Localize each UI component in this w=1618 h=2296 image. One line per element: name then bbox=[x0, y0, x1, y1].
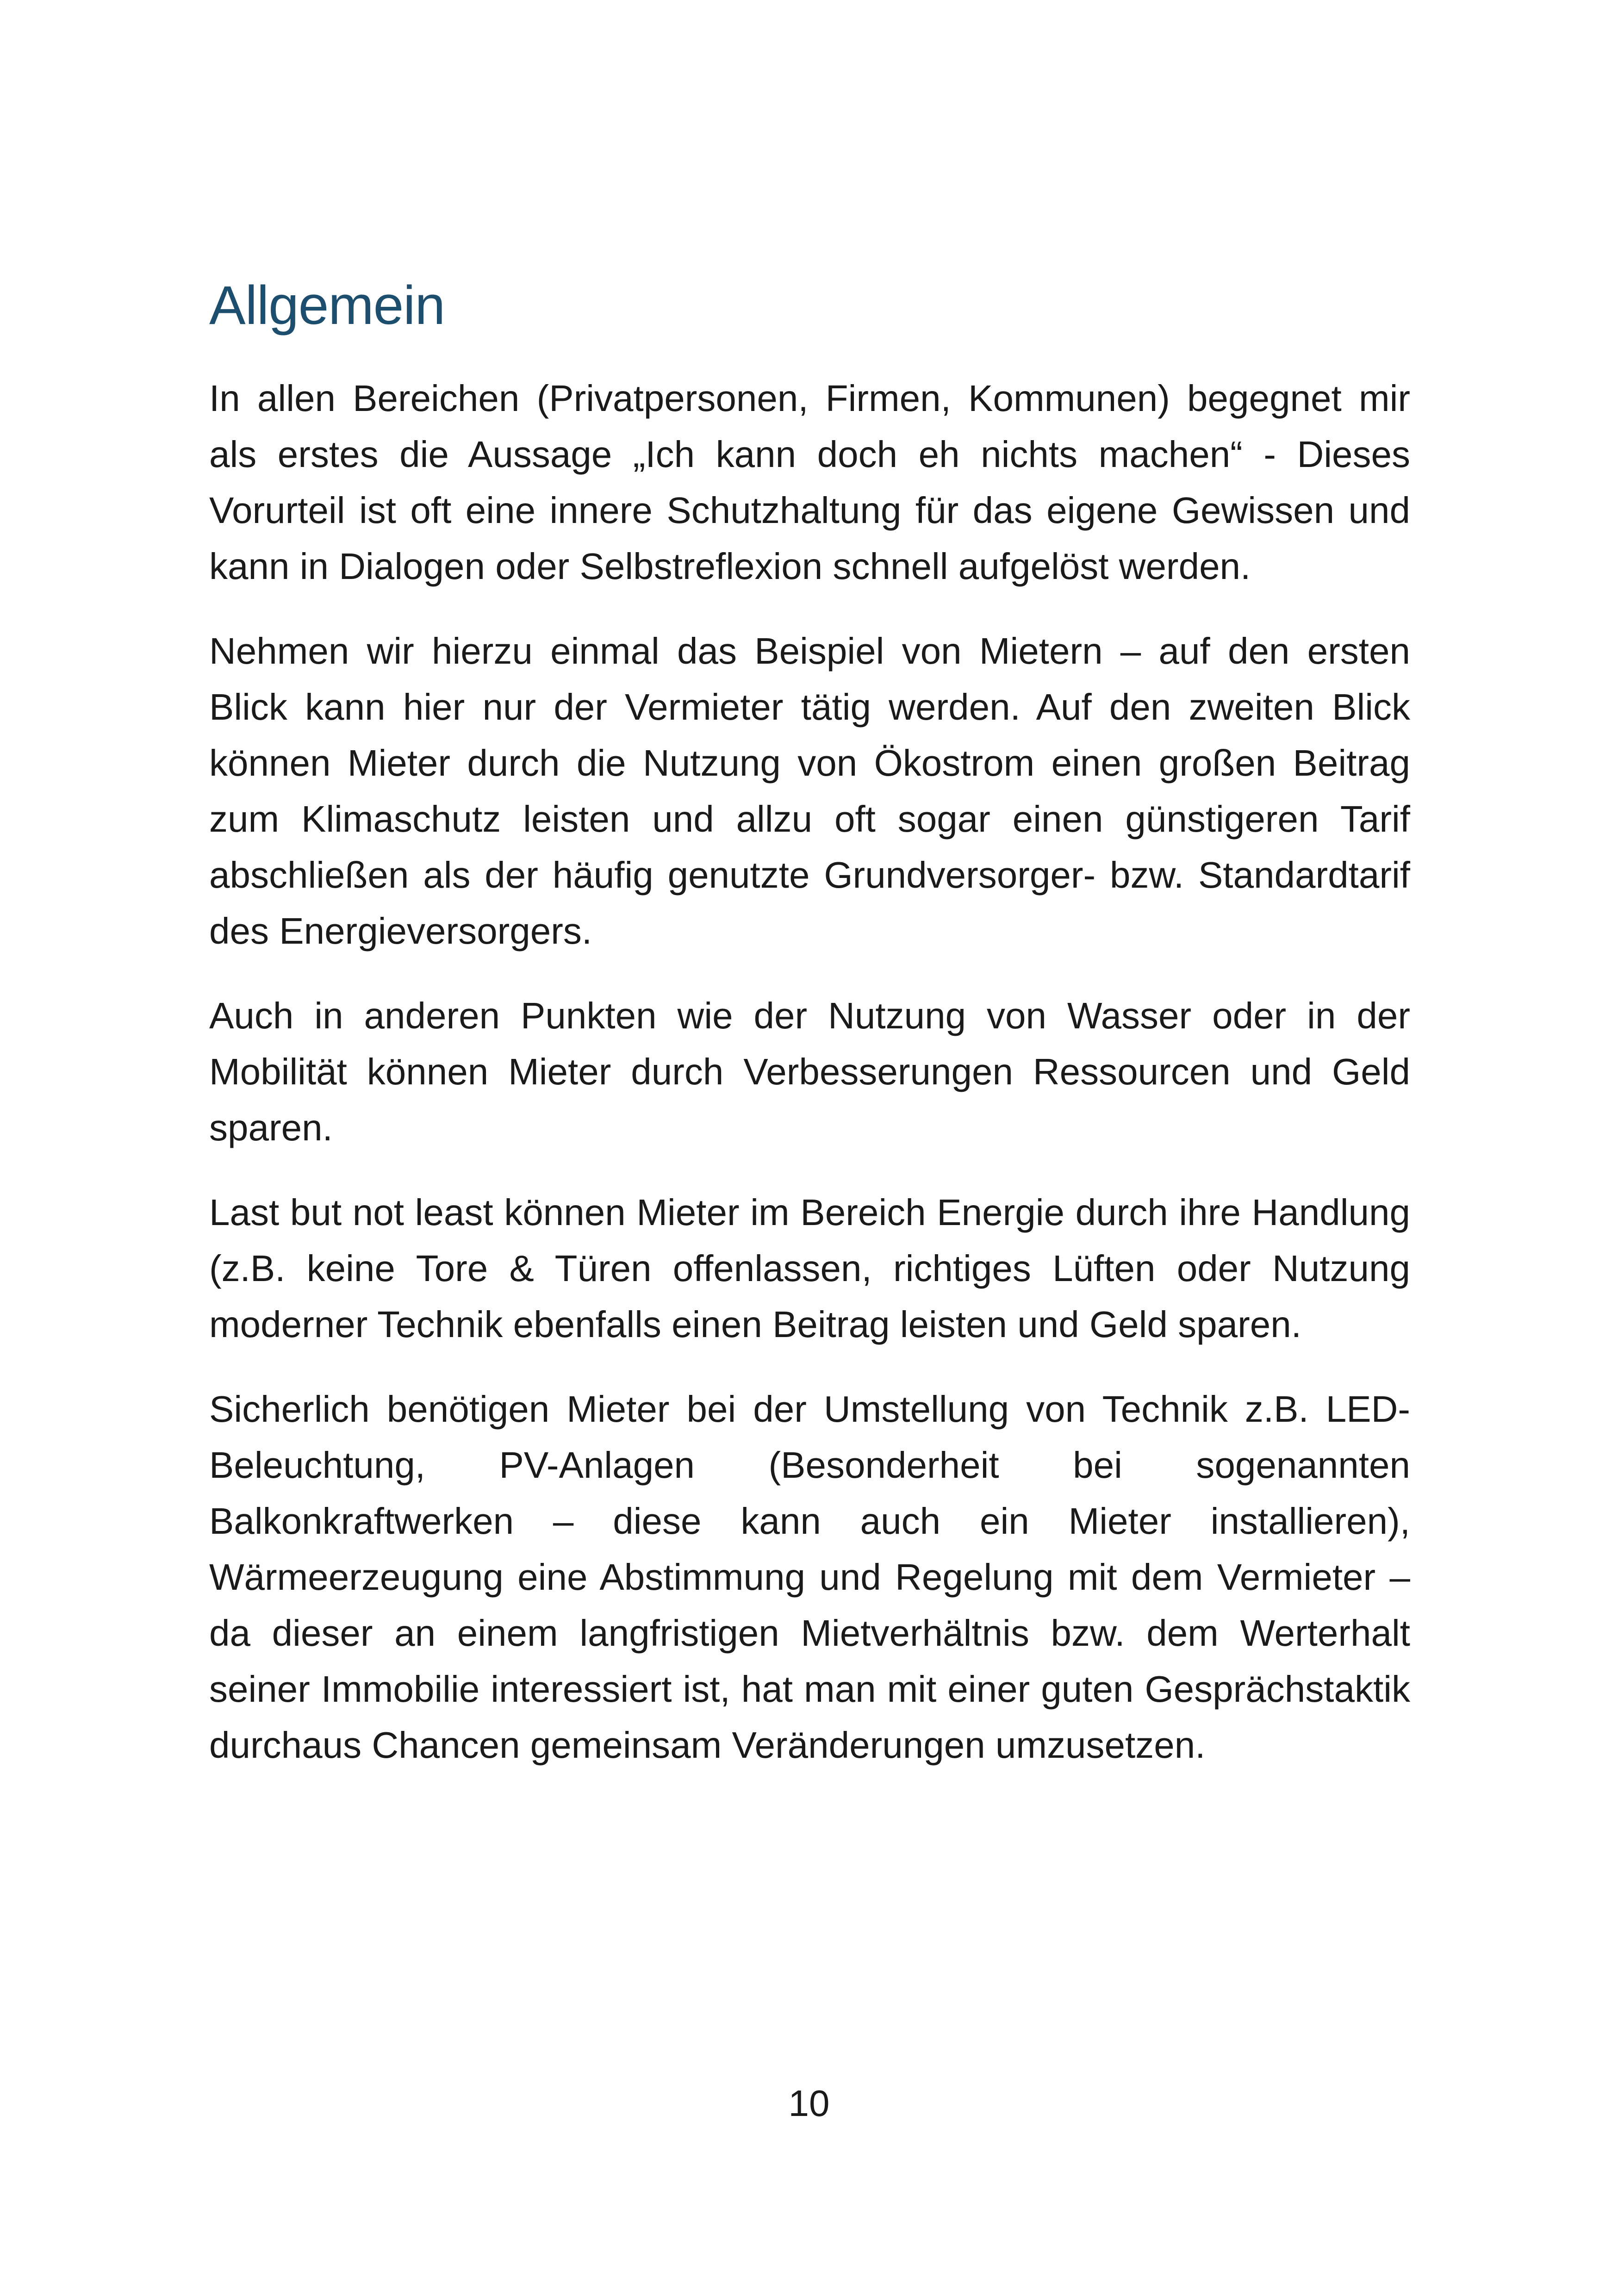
paragraph-technology-landlord: Sicherlich benötigen Mieter bei der Umstellung von Technik z.B. LED-Beleuchtung, PV-Anlagen (Besonderheit bei sogenannten Balkonkraftwerken – diese kann auch ein Mieter installieren), Wärmeerzeugung eine Abstimmung und Regelung mit dem Vermieter – da dieser an einem langfristigen Mietverhältnis bzw. dem Werterhalt seiner Immobilie interessiert ist, hat man mit einer guten Gesprächstaktik durchaus Chancen gemeinsam Veränderungen umzusetzen. bbox=[209, 1388, 1410, 1766]
paragraph-energy-behaviour: Last but not least können Mieter im Bereich Energie durch ihre Handlung (z.B. keine Tore & Türen offenlassen, richtiges Lüften oder Nutzung moderner Technik ebenfalls einen Beitrag leisten und Geld sparen. bbox=[209, 1191, 1410, 1345]
page-number: 10 bbox=[788, 2083, 830, 2124]
section-heading: Allgemein bbox=[209, 275, 445, 336]
page-content bbox=[209, 273, 1410, 1802]
paragraph-water-mobility: Auch in anderen Punkten wie der Nutzung von Wasser oder in der Mobilität können Mieter durch Verbesserungen Ressourcen und Geld sparen. bbox=[209, 995, 1410, 1148]
paragraph-tenant-example: Nehmen wir hierzu einmal das Beispiel von Mietern – auf den ersten Blick kann hier nur der Vermieter tätig werden. Auf den zweiten Blick können Mieter durch die Nutzung von Ökostrom einen großen Beitrag zum Klimaschutz leisten und allzu oft sogar einen günstigeren Tarif abschließen als der häufig genutzte Grundversorger- bzw. Standardtarif des Energieversorgers. bbox=[209, 630, 1410, 952]
paragraph-intro: In allen Bereichen (Privatpersonen, Firmen, Kommunen) begegnet mir als erstes die Aussage „Ich kann doch eh nichts machen“ - Dieses Vorurteil ist oft eine innere Schutzhaltung für das eigene Gewissen und kann in Dialogen oder Selbstreflexion schnell aufgelöst werden. bbox=[209, 377, 1410, 587]
